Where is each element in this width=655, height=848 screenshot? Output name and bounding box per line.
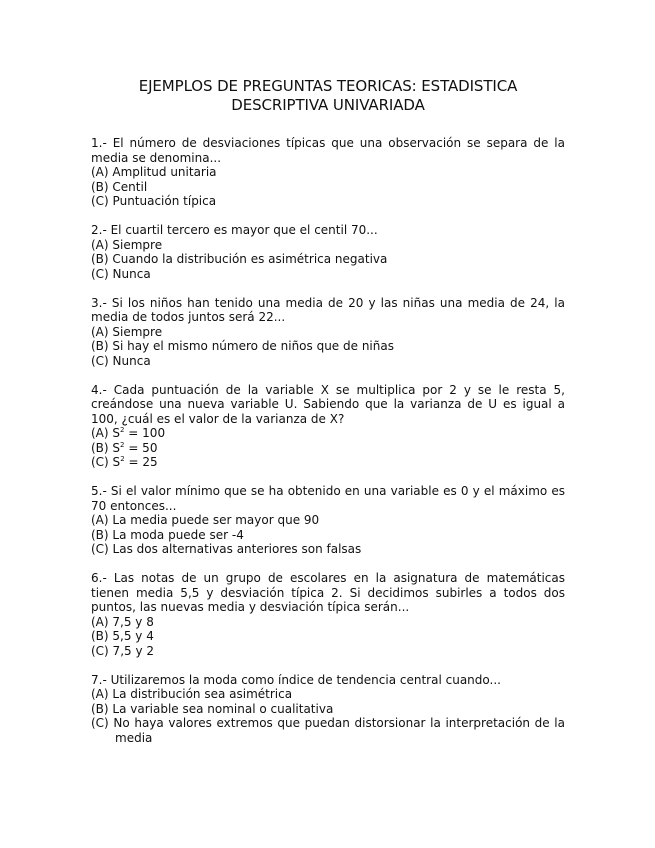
option-c: (C) Nunca <box>91 266 151 281</box>
option-c: (C) Las dos alternativas anteriores son falsas <box>91 542 362 556</box>
option-b: (B) Centil <box>91 179 148 194</box>
option-a: (A) La distribución sea asimétrica <box>91 687 293 701</box>
question-1 <box>91 136 565 209</box>
option-superscript: 2 <box>120 426 125 434</box>
option-a: (A) 7,5 y 8 <box>91 614 154 629</box>
option-suffix: = 50 <box>124 440 158 455</box>
question-stem: 4.- Cada puntuación de la variable X se multiplica por 2 y se le resta 5, creándose una nueva variable U. Sabiendo que la varianza de U es igual a 100, ¿cuál es el valor de la varianza de X? <box>91 382 565 426</box>
option-b: (B) 5,5 y 4 <box>91 629 154 643</box>
option-a: (A) Siempre <box>91 237 163 252</box>
option-superscript: 2 <box>120 440 125 449</box>
title-line-1: EJEMPLOS DE PREGUNTAS TEORICAS: ESTADISTICA <box>138 77 518 95</box>
option-c: (C) Nunca <box>91 353 151 368</box>
option-b: (B) La variable sea nominal o cualitativa <box>91 701 334 716</box>
option-superscript: 2 <box>120 455 125 463</box>
question-4 <box>91 383 565 470</box>
page-title <box>91 77 565 115</box>
option-c <box>91 455 565 470</box>
question-stem: 6.- Las notas de un grupo de escolares en la asignatura de matemáticas tienen media 5,5 y desviación típica 2. Si decidimos subirles a todos dos puntos, las nuevas media y desviación típica serán... <box>91 571 565 614</box>
option-suffix: = 25 <box>124 455 158 469</box>
option-prefix: (C) S <box>91 455 121 469</box>
option-b: (B) La moda puede ser -4 <box>91 527 244 542</box>
option-b <box>91 441 565 456</box>
question-stem: 5.- Si el valor mínimo que se ha obtenido en una variable es 0 y el máximo es 70 entonces... <box>91 484 565 513</box>
question-2 <box>91 223 565 281</box>
option-a <box>91 426 565 441</box>
question-5 <box>91 484 565 557</box>
option-prefix: (A) S <box>91 426 121 440</box>
option-a: (A) Amplitud unitaria <box>91 165 217 179</box>
option-a: (A) Siempre <box>91 324 163 339</box>
question-7 <box>91 673 565 746</box>
document-page <box>91 77 565 760</box>
option-a: (A) La media puede ser mayor que 90 <box>91 513 320 527</box>
option-prefix: (B) S <box>91 440 121 455</box>
question-stem: 2.- El cuartil tercero es mayor que el centil 70... <box>91 223 378 237</box>
option-b: (B) Si hay el mismo número de niños que de niñas <box>91 339 394 353</box>
option-b: (B) Cuando la distribución es asimétrica negativa <box>91 252 388 266</box>
question-stem: 1.- El número de desviaciones típicas que una observación se separa de la media se denomina... <box>91 136 565 165</box>
question-stem: 3.- Si los niños han tenido una media de 20 y las niñas una media de 24, la media de todos juntos será 22... <box>91 295 565 324</box>
question-6 <box>91 571 565 658</box>
question-stem: 7.- Utilizaremos la moda como índice de tendencia central cuando... <box>91 672 501 687</box>
option-suffix: = 100 <box>124 426 166 440</box>
option-c: (C) No haya valores extremos que puedan distorsionar la interpretación de la media <box>91 716 565 745</box>
title-line-2: DESCRIPTIVA UNIVARIADA <box>231 96 425 114</box>
option-c: (C) Puntuación típica <box>91 194 217 208</box>
question-3 <box>91 296 565 369</box>
option-c: (C) 7,5 y 2 <box>91 643 155 658</box>
